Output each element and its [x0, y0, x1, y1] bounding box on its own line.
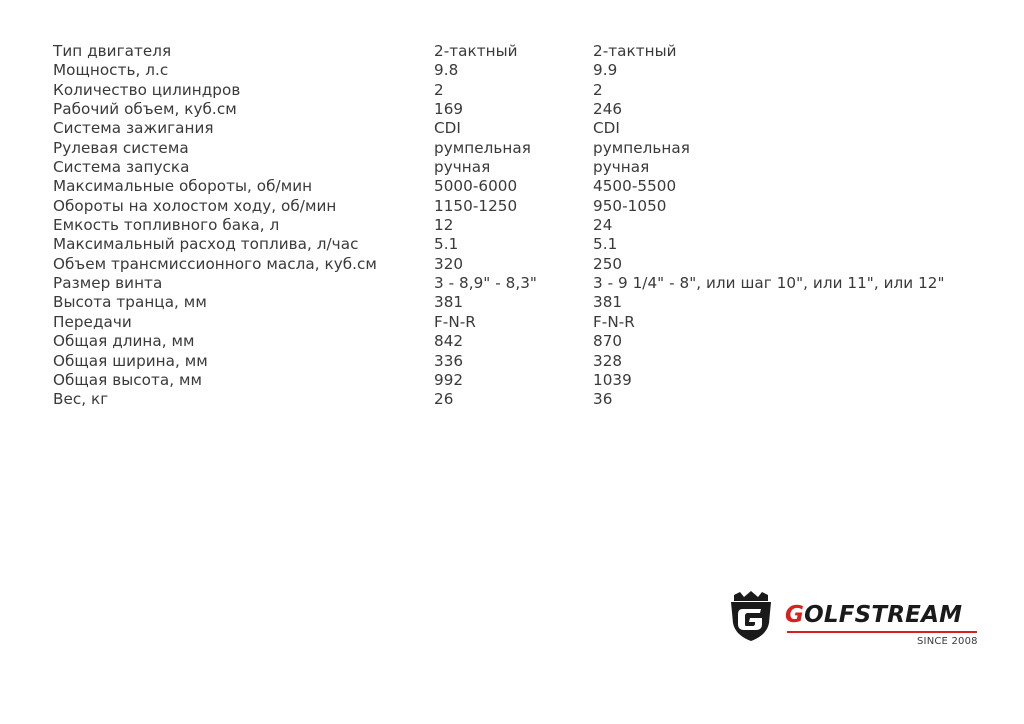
- spec-value-model-a: 5.1: [434, 235, 459, 254]
- spec-value-model-a: 26: [434, 390, 454, 409]
- brand-underline: [787, 631, 977, 633]
- spec-value-model-a: 2: [434, 80, 444, 99]
- spec-value-model-b: F-N-R: [593, 312, 635, 331]
- spec-value-model-b: 9.9: [593, 61, 618, 80]
- spec-label: Количество цилиндров: [53, 80, 241, 99]
- spec-value-model-a: 9.8: [434, 61, 459, 80]
- spec-label: Размер винта: [53, 274, 163, 293]
- spec-value-model-a: 2-тактный: [434, 42, 518, 60]
- spec-value-model-b: 250: [593, 254, 623, 273]
- spec-label: Передачи: [53, 312, 132, 331]
- spec-value-model-b: 328: [593, 351, 623, 370]
- spec-value-model-b: CDI: [593, 119, 620, 138]
- spec-value-model-a: 1150-1250: [434, 196, 518, 215]
- brand-tagline: SINCE 2008: [917, 636, 978, 647]
- spec-value-model-b: 950-1050: [593, 196, 667, 215]
- spec-value-model-a: CDI: [434, 119, 461, 138]
- spec-value-model-b: 1039: [593, 370, 632, 389]
- spec-value-model-b: 36: [593, 390, 613, 409]
- spec-label: Общая ширина, мм: [53, 351, 208, 370]
- spec-value-model-b: румпельная: [593, 138, 690, 157]
- spec-value-model-a: румпельная: [434, 138, 531, 157]
- golfstream-logo: [728, 591, 980, 655]
- spec-label: Обороты на холостом ходу, об/мин: [53, 196, 337, 215]
- spec-label: Общая длина, мм: [53, 332, 195, 351]
- spec-label: Общая высота, мм: [53, 370, 203, 389]
- spec-label: Система запуска: [53, 158, 190, 177]
- spec-value-model-a: 12: [434, 216, 454, 235]
- spec-label: Вес, кг: [53, 390, 109, 409]
- spec-label: Объем трансмиссионного масла, куб.см: [53, 254, 377, 273]
- spec-value-model-b: 381: [593, 293, 623, 312]
- spec-label: Мощность, л.с: [53, 61, 169, 80]
- brand-wordmark: [785, 602, 962, 628]
- spec-label: Тип двигателя: [53, 42, 172, 60]
- spec-label: Рабочий объем, куб.см: [53, 100, 237, 119]
- spec-value-model-a: 3 - 8,9" - 8,3": [434, 274, 537, 293]
- spec-value-model-a: 169: [434, 100, 464, 119]
- spec-label: Высота транца, мм: [53, 293, 207, 312]
- spec-value-model-a: 992: [434, 370, 464, 389]
- spec-value-model-b: 5.1: [593, 235, 618, 254]
- spec-value-model-a: 5000-6000: [434, 177, 518, 196]
- spec-value-model-b: 870: [593, 332, 623, 351]
- spec-value-model-a: 336: [434, 351, 464, 370]
- spec-value-model-a: 842: [434, 332, 464, 351]
- brand-rest: OLFSTREAM: [804, 602, 963, 628]
- golfstream-shield-g-icon: [728, 591, 774, 641]
- spec-label: Максимальный расход топлива, л/час: [53, 235, 359, 254]
- spec-value-model-b: 2: [593, 80, 603, 99]
- spec-value-model-b: 4500-5500: [593, 177, 677, 196]
- spec-value-model-b: ручная: [593, 158, 650, 177]
- spec-value-model-b: 246: [593, 100, 623, 119]
- spec-value-model-b: 2-тактный: [593, 42, 677, 60]
- spec-value-model-a: 381: [434, 293, 464, 312]
- spec-label: Система зажигания: [53, 119, 214, 138]
- spec-value-model-b: 3 - 9 1/4" - 8", или шаг 10", или 11", или 12": [593, 274, 945, 293]
- spec-value-model-a: 320: [434, 254, 464, 273]
- spec-label: Емкость топливного бака, л: [53, 216, 280, 235]
- spec-value-model-a: ручная: [434, 158, 491, 177]
- spec-label: Максимальные обороты, об/мин: [53, 177, 313, 196]
- spec-label: Рулевая система: [53, 138, 189, 157]
- spec-value-model-a: F-N-R: [434, 312, 476, 331]
- brand-initial: G: [785, 602, 805, 628]
- spec-value-model-b: 24: [593, 216, 613, 235]
